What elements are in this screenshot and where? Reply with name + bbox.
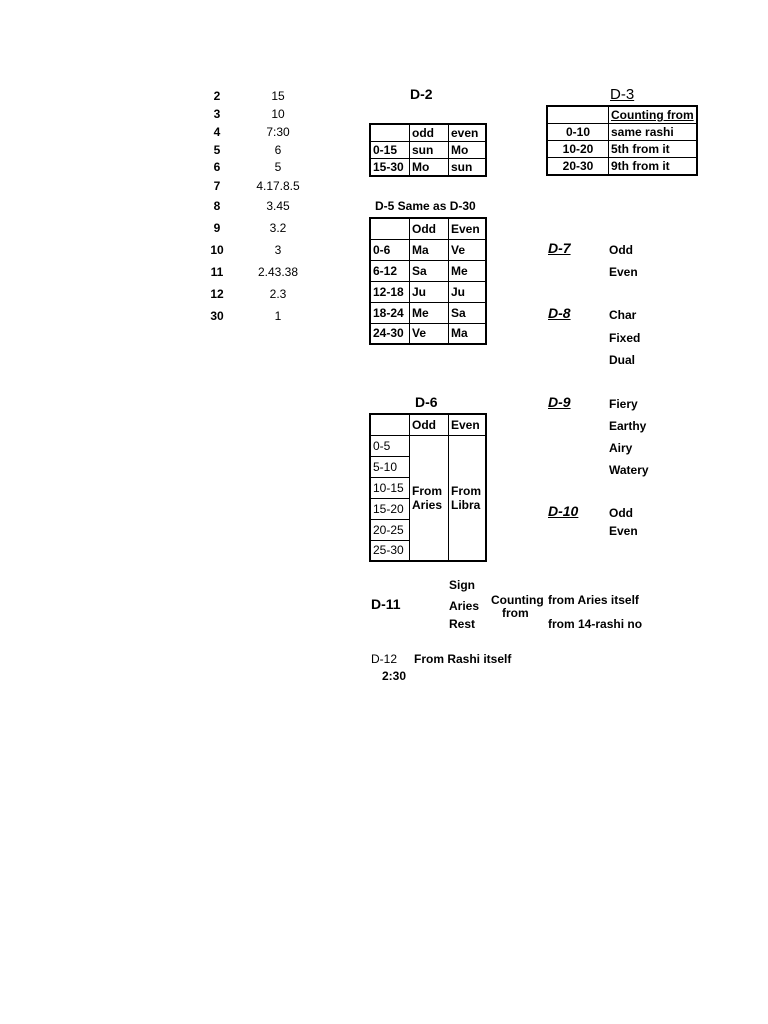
d12-value: 2:30 — [382, 669, 407, 683]
d8-label: D-8 — [548, 305, 571, 321]
list-key: 11 — [210, 265, 224, 279]
d5-table — [369, 217, 487, 345]
d9-item: Airy — [609, 441, 633, 455]
list-key: 5 — [213, 143, 221, 157]
list-item — [200, 125, 310, 143]
d12-label: D-12 — [371, 652, 398, 666]
d2-table — [369, 123, 487, 177]
list-value: 1 — [274, 309, 282, 323]
table-cell: 10-20 — [547, 141, 609, 158]
table-row — [370, 281, 486, 302]
list-key: 10 — [210, 243, 224, 257]
table-cell: Ma — [449, 323, 487, 344]
table-row — [370, 435, 486, 456]
table-cell: Ma — [410, 239, 449, 260]
list-item — [200, 89, 310, 107]
table-cell: Odd — [410, 414, 449, 435]
table-row — [370, 260, 486, 281]
table-cell: 12-18 — [370, 281, 410, 302]
list-item — [200, 160, 310, 178]
table-cell — [370, 124, 410, 142]
table-row — [547, 106, 697, 124]
d11-counting: Counting — [491, 593, 544, 607]
list-item — [200, 309, 310, 327]
table-row — [370, 142, 486, 159]
d3-table — [546, 105, 698, 176]
d11-label: D-11 — [371, 596, 401, 612]
list-value: 15 — [271, 89, 285, 103]
d8-item: Dual — [609, 353, 636, 367]
d9-item: Earthy — [609, 419, 647, 433]
table-cell: 15-20 — [370, 498, 410, 519]
list-item — [200, 143, 310, 161]
table-cell: 10-15 — [370, 477, 410, 498]
table-cell: 18-24 — [370, 302, 410, 323]
table-cell: 5th from it — [609, 141, 698, 158]
list-item — [200, 107, 310, 125]
d10-item: Even — [609, 524, 638, 538]
table-cell — [370, 218, 410, 239]
table-cell: even — [449, 124, 487, 142]
list-item — [200, 179, 310, 197]
table-cell: Me — [410, 302, 449, 323]
table-cell: Sa — [449, 302, 487, 323]
table-row — [547, 124, 697, 141]
table-cell — [370, 414, 410, 435]
d11-rest: Rest — [449, 617, 476, 631]
d5-title: D-5 Same as D-30 — [375, 199, 476, 213]
list-value: 3.2 — [269, 221, 287, 235]
list-key: 2 — [213, 89, 221, 103]
d7-item: Even — [609, 265, 638, 279]
table-cell: 20-30 — [547, 158, 609, 176]
list-value: 7:30 — [266, 125, 290, 139]
list-value: 3 — [274, 243, 282, 257]
table-cell: Ve — [410, 323, 449, 344]
list-item — [200, 287, 310, 305]
d9-item: Fiery — [609, 397, 638, 411]
table-cell: 15-30 — [370, 159, 410, 177]
list-value: 2.3 — [269, 287, 287, 301]
table-cell: Mo — [449, 142, 487, 159]
list-value: 2.43.38 — [257, 265, 299, 279]
d9-item: Watery — [609, 463, 649, 477]
table-cell: 6-12 — [370, 260, 410, 281]
table-cell: Even — [449, 414, 487, 435]
list-key: 8 — [213, 199, 221, 213]
list-key: 6 — [213, 160, 221, 174]
d7-label: D-7 — [548, 240, 571, 256]
table-cell: Counting from — [609, 106, 698, 124]
list-key: 3 — [213, 107, 221, 121]
table-cell: 20-25 — [370, 519, 410, 540]
list-value: 10 — [271, 107, 285, 121]
list-value: 6 — [274, 143, 282, 157]
table-row — [370, 414, 486, 435]
d10-label: D-10 — [548, 503, 579, 519]
table-cell: Me — [449, 260, 487, 281]
list-key: 12 — [210, 287, 224, 301]
list-item — [200, 243, 310, 261]
list-value: 5 — [274, 160, 282, 174]
d10-item: Odd — [609, 506, 633, 520]
table-row — [370, 239, 486, 260]
table-cell: 24-30 — [370, 323, 410, 344]
d8-item: Char — [609, 308, 637, 322]
table-row — [370, 159, 486, 177]
table-cell: same rashi — [609, 124, 698, 141]
table-cell: Sa — [410, 260, 449, 281]
d6-table — [369, 413, 487, 562]
table-cell: From Aries — [410, 435, 449, 561]
table-cell: 0-5 — [370, 435, 410, 456]
table-cell: Ve — [449, 239, 487, 260]
table-cell: 5-10 — [370, 456, 410, 477]
list-item — [200, 199, 310, 217]
d11-aries: Aries — [449, 599, 480, 613]
d12-rule: From Rashi itself — [414, 652, 512, 666]
list-item — [200, 221, 310, 239]
list-key: 30 — [210, 309, 224, 323]
table-cell: sun — [410, 142, 449, 159]
table-row — [370, 302, 486, 323]
list-value: 4.17.8.5 — [256, 179, 300, 193]
d2-title: D-2 — [410, 86, 433, 102]
table-cell: 0-6 — [370, 239, 410, 260]
table-row — [370, 323, 486, 344]
table-cell: 0-15 — [370, 142, 410, 159]
d6-title: D-6 — [415, 394, 438, 410]
table-cell: Mo — [410, 159, 449, 177]
d8-item: Fixed — [609, 331, 641, 345]
d11-aries-rule: from Aries itself — [548, 593, 639, 607]
d11-sign: Sign — [449, 578, 475, 592]
table-cell: Ju — [410, 281, 449, 302]
table-cell: From Libra — [449, 435, 487, 561]
d11-rest-rule: from 14-rashi no — [548, 617, 643, 631]
table-cell: sun — [449, 159, 487, 177]
d11-from: from — [502, 606, 529, 620]
table-row — [547, 158, 697, 176]
table-row — [370, 218, 486, 239]
list-key: 9 — [213, 221, 221, 235]
table-cell: Ju — [449, 281, 487, 302]
d7-item: Odd — [609, 243, 633, 257]
d3-title: D-3 — [610, 86, 635, 103]
table-cell: Odd — [410, 218, 449, 239]
table-row — [547, 141, 697, 158]
list-key: 7 — [213, 179, 221, 193]
list-item — [200, 265, 310, 283]
table-cell: 25-30 — [370, 540, 410, 561]
table-row — [370, 124, 486, 142]
list-value: 3.45 — [266, 199, 290, 213]
table-cell — [547, 106, 609, 124]
list-key: 4 — [213, 125, 221, 139]
d9-label: D-9 — [548, 394, 571, 410]
table-cell: Even — [449, 218, 487, 239]
table-cell: 9th from it — [609, 158, 698, 176]
table-cell: odd — [410, 124, 449, 142]
table-cell: 0-10 — [547, 124, 609, 141]
